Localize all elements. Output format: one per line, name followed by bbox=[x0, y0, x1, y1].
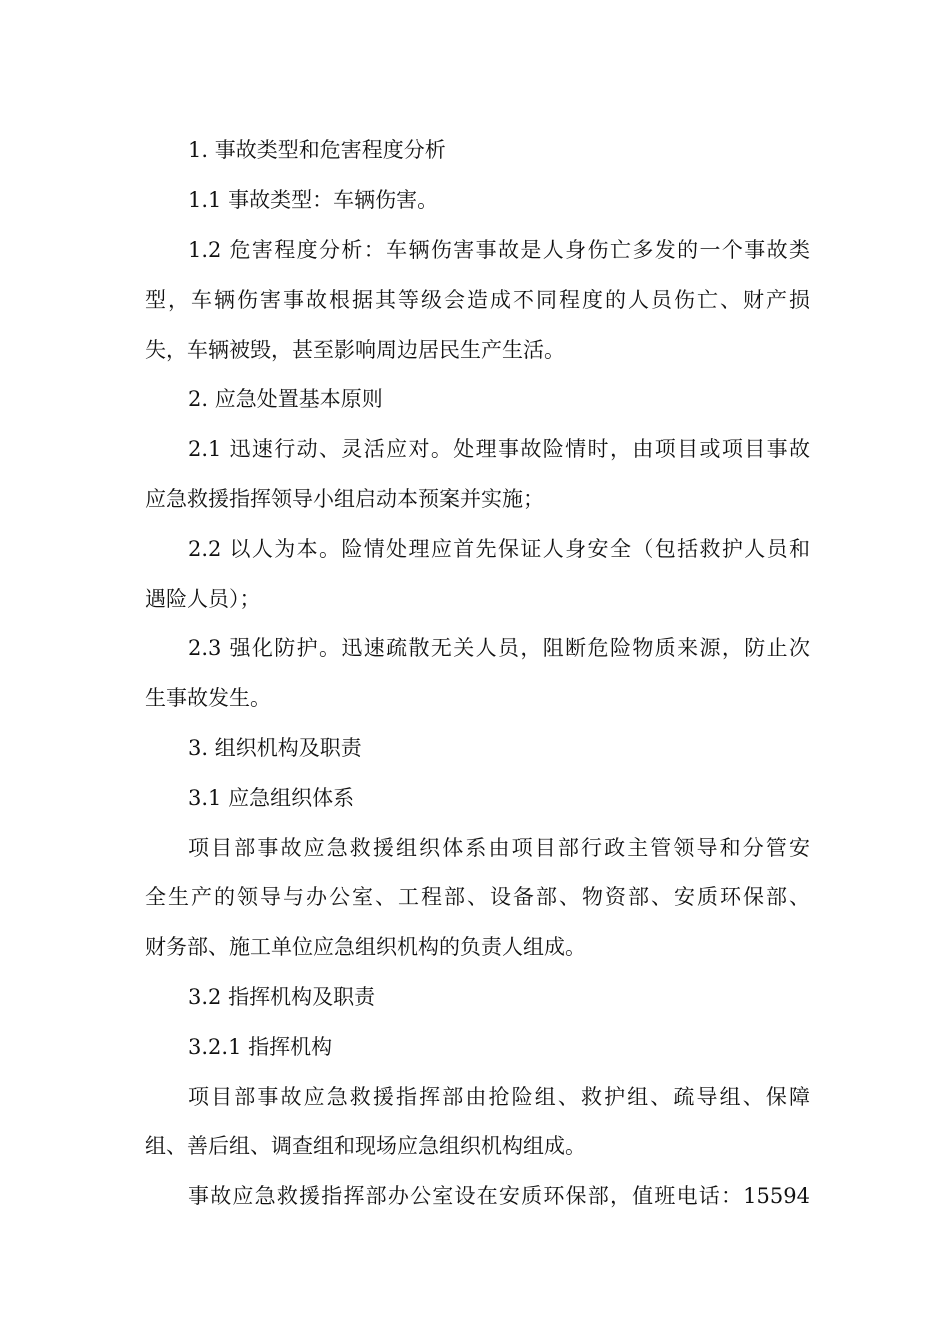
paragraph-line: 项目部事故应急救援组织体系由项目部行政主管领导和分管安 bbox=[188, 836, 810, 860]
paragraph-line: 生事故发生。 bbox=[145, 686, 271, 710]
paragraph-line: 财务部、施工单位应急组织机构的负责人组成。 bbox=[145, 935, 586, 959]
paragraph-line: 1.2 危害程度分析：车辆伤害事故是人身伤亡多发的一个事故类 bbox=[188, 238, 810, 262]
subheading-3-2-1: 3.2.1 指挥机构 bbox=[188, 1035, 333, 1059]
paragraph-line: 项目部事故应急救援指挥部由抢险组、救护组、疏导组、保障 bbox=[188, 1085, 810, 1109]
paragraph-line: 遇险人员）； bbox=[145, 587, 261, 611]
paragraph-line: 2.3 强化防护。迅速疏散无关人员，阻断危险物质来源，防止次 bbox=[188, 636, 810, 660]
paragraph-line: 组、善后组、调查组和现场应急组织机构组成。 bbox=[145, 1134, 586, 1158]
paragraph-line: 2.1 迅速行动、灵活应对。处理事故险情时，由项目或项目事故 bbox=[188, 437, 810, 461]
subheading-3-2: 3.2 指挥机构及职责 bbox=[188, 985, 376, 1009]
paragraph-line: 应急救援指挥领导小组启动本预案并实施； bbox=[145, 487, 544, 511]
paragraph-line: 事故应急救援指挥部办公室设在安质环保部，值班电话：15594 bbox=[188, 1184, 810, 1208]
paragraph-line: 1.1 事故类型：车辆伤害。 bbox=[188, 188, 439, 212]
paragraph-line: 2.2 以人为本。险情处理应首先保证人身安全（包括救护人员和 bbox=[188, 537, 810, 561]
heading-1: 1. 事故类型和危害程度分析 bbox=[188, 138, 446, 162]
subheading-3-1: 3.1 应急组织体系 bbox=[188, 786, 355, 810]
paragraph-line: 型，车辆伤害事故根据其等级会造成不同程度的人员伤亡、财产损 bbox=[145, 288, 810, 312]
heading-2: 2. 应急处置基本原则 bbox=[188, 387, 383, 411]
paragraph-line: 失，车辆被毁，甚至影响周边居民生产生活。 bbox=[145, 338, 565, 362]
heading-3: 3. 组织机构及职责 bbox=[188, 736, 362, 760]
paragraph-line: 全生产的领导与办公室、工程部、设备部、物资部、安质环保部、 bbox=[145, 885, 810, 909]
